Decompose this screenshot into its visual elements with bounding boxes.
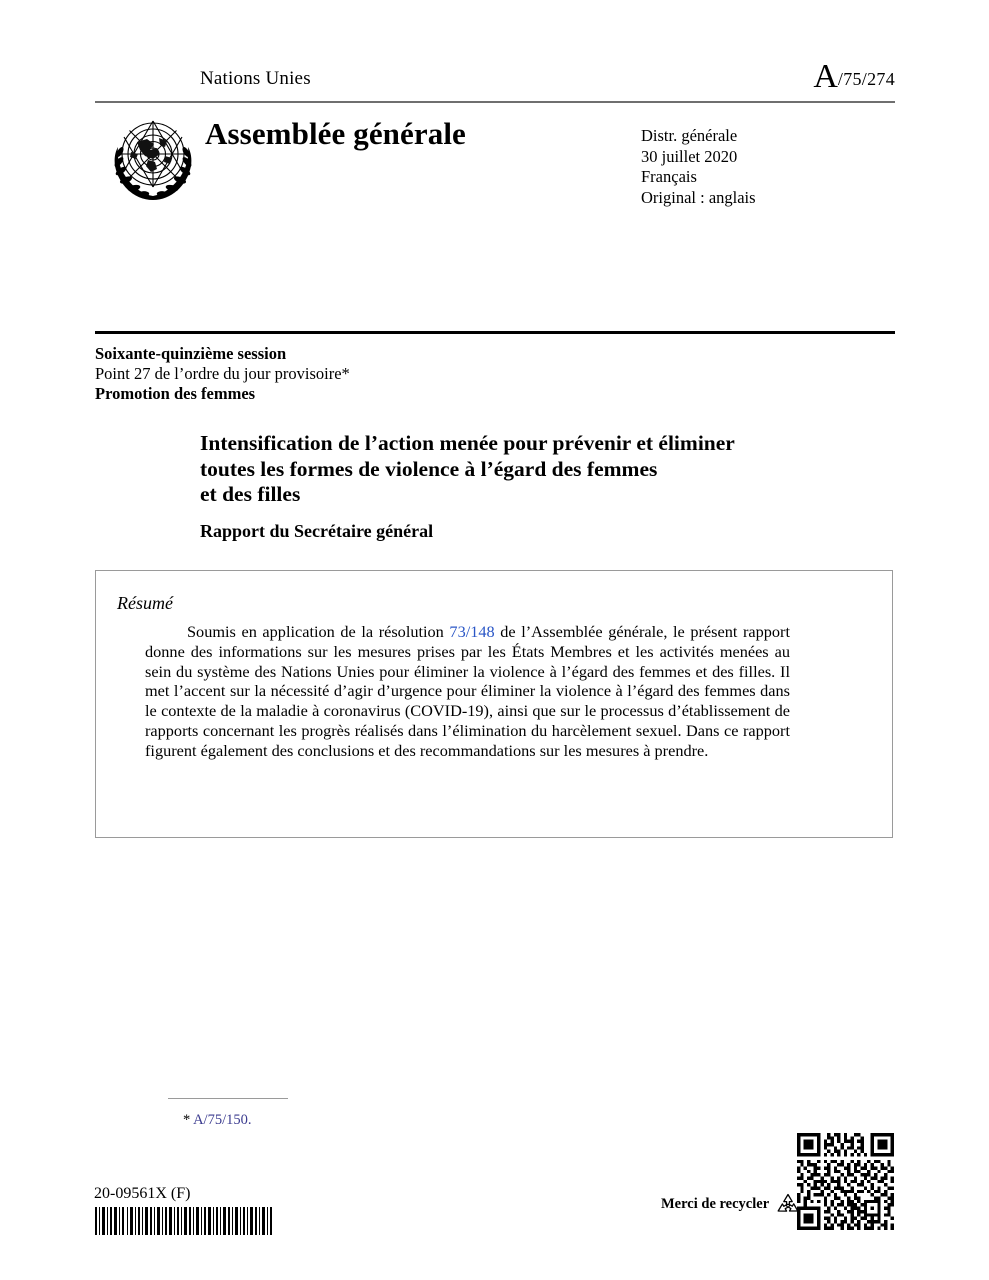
document-symbol-number: /75/274 (837, 69, 895, 89)
footnote (183, 1112, 251, 1129)
un-emblem-icon (107, 114, 199, 204)
resolution-link[interactable]: 73/148 (449, 622, 495, 641)
footnote-marker: * (183, 1112, 191, 1128)
summary-label: Résumé (117, 593, 173, 613)
summary-text-part-1: Soumis en application de la résolution (187, 622, 450, 641)
distribution-language: Français (641, 167, 697, 186)
page-title-line-2: toutes les formes de violence à l’égard des femmes (200, 456, 658, 481)
masthead (95, 58, 895, 98)
recycle-notice (661, 1192, 801, 1216)
distribution-original: Original : anglais (641, 187, 756, 207)
organization-name: Nations Unies (200, 68, 311, 89)
distribution-date: 30 juillet 2020 (641, 146, 738, 166)
masthead-divider (95, 101, 895, 103)
summary-text-part-2: de l’Assemblée générale, le présent rapport donne des informations sur les mesures prises par les États Membres et les activités menées au sein du système des Nations Unies pour éliminer la violence à l’égard des femmes et des filles. Il met l’accent sur la nécessité d’agir d’urgence pour éliminer la violence à l’égard des femmes dans le contexte de la maladie à coronavirus (COVID-19), ainsi que sur le processus d’établissement de rapports concernant les progrès réalisés dans l’élimination du harcèlement sexuel. Dans ce rapport figurent également des conclusions et des recommandations sur les mesures à prendre. (145, 622, 791, 760)
page-title-line-1: Intensification de l’action menée pour prévenir et éliminer (200, 431, 735, 455)
document-symbol (813, 60, 895, 94)
session-line: Soixante-quinzième session (95, 344, 287, 363)
distribution-type: Distr. générale (641, 126, 738, 145)
summary-text (145, 622, 790, 761)
job-number: 20-09561X (F) (94, 1185, 191, 1202)
report-subtitle: Rapport du Secrétaire général (200, 521, 434, 541)
section-divider (95, 331, 895, 334)
agenda-item-title: Promotion des femmes (95, 384, 256, 403)
distribution-block (641, 126, 756, 208)
footnote-reference-link[interactable]: A/75/150. (193, 1112, 252, 1128)
barcode-icon (94, 1207, 274, 1235)
footnote-separator (168, 1098, 288, 1099)
agenda-item-line: Point 27 de l’ordre du jour provisoire* (95, 364, 350, 383)
qr-code-icon[interactable] (797, 1133, 894, 1230)
body-name: Assemblée générale (205, 116, 466, 151)
page-title (200, 431, 840, 508)
session-block (95, 344, 350, 404)
page-title-line-3: et des filles (200, 482, 301, 506)
recycle-text: Merci de recycler (661, 1195, 770, 1212)
document-symbol-prefix: A (813, 58, 838, 95)
masthead-top-row (95, 58, 895, 98)
